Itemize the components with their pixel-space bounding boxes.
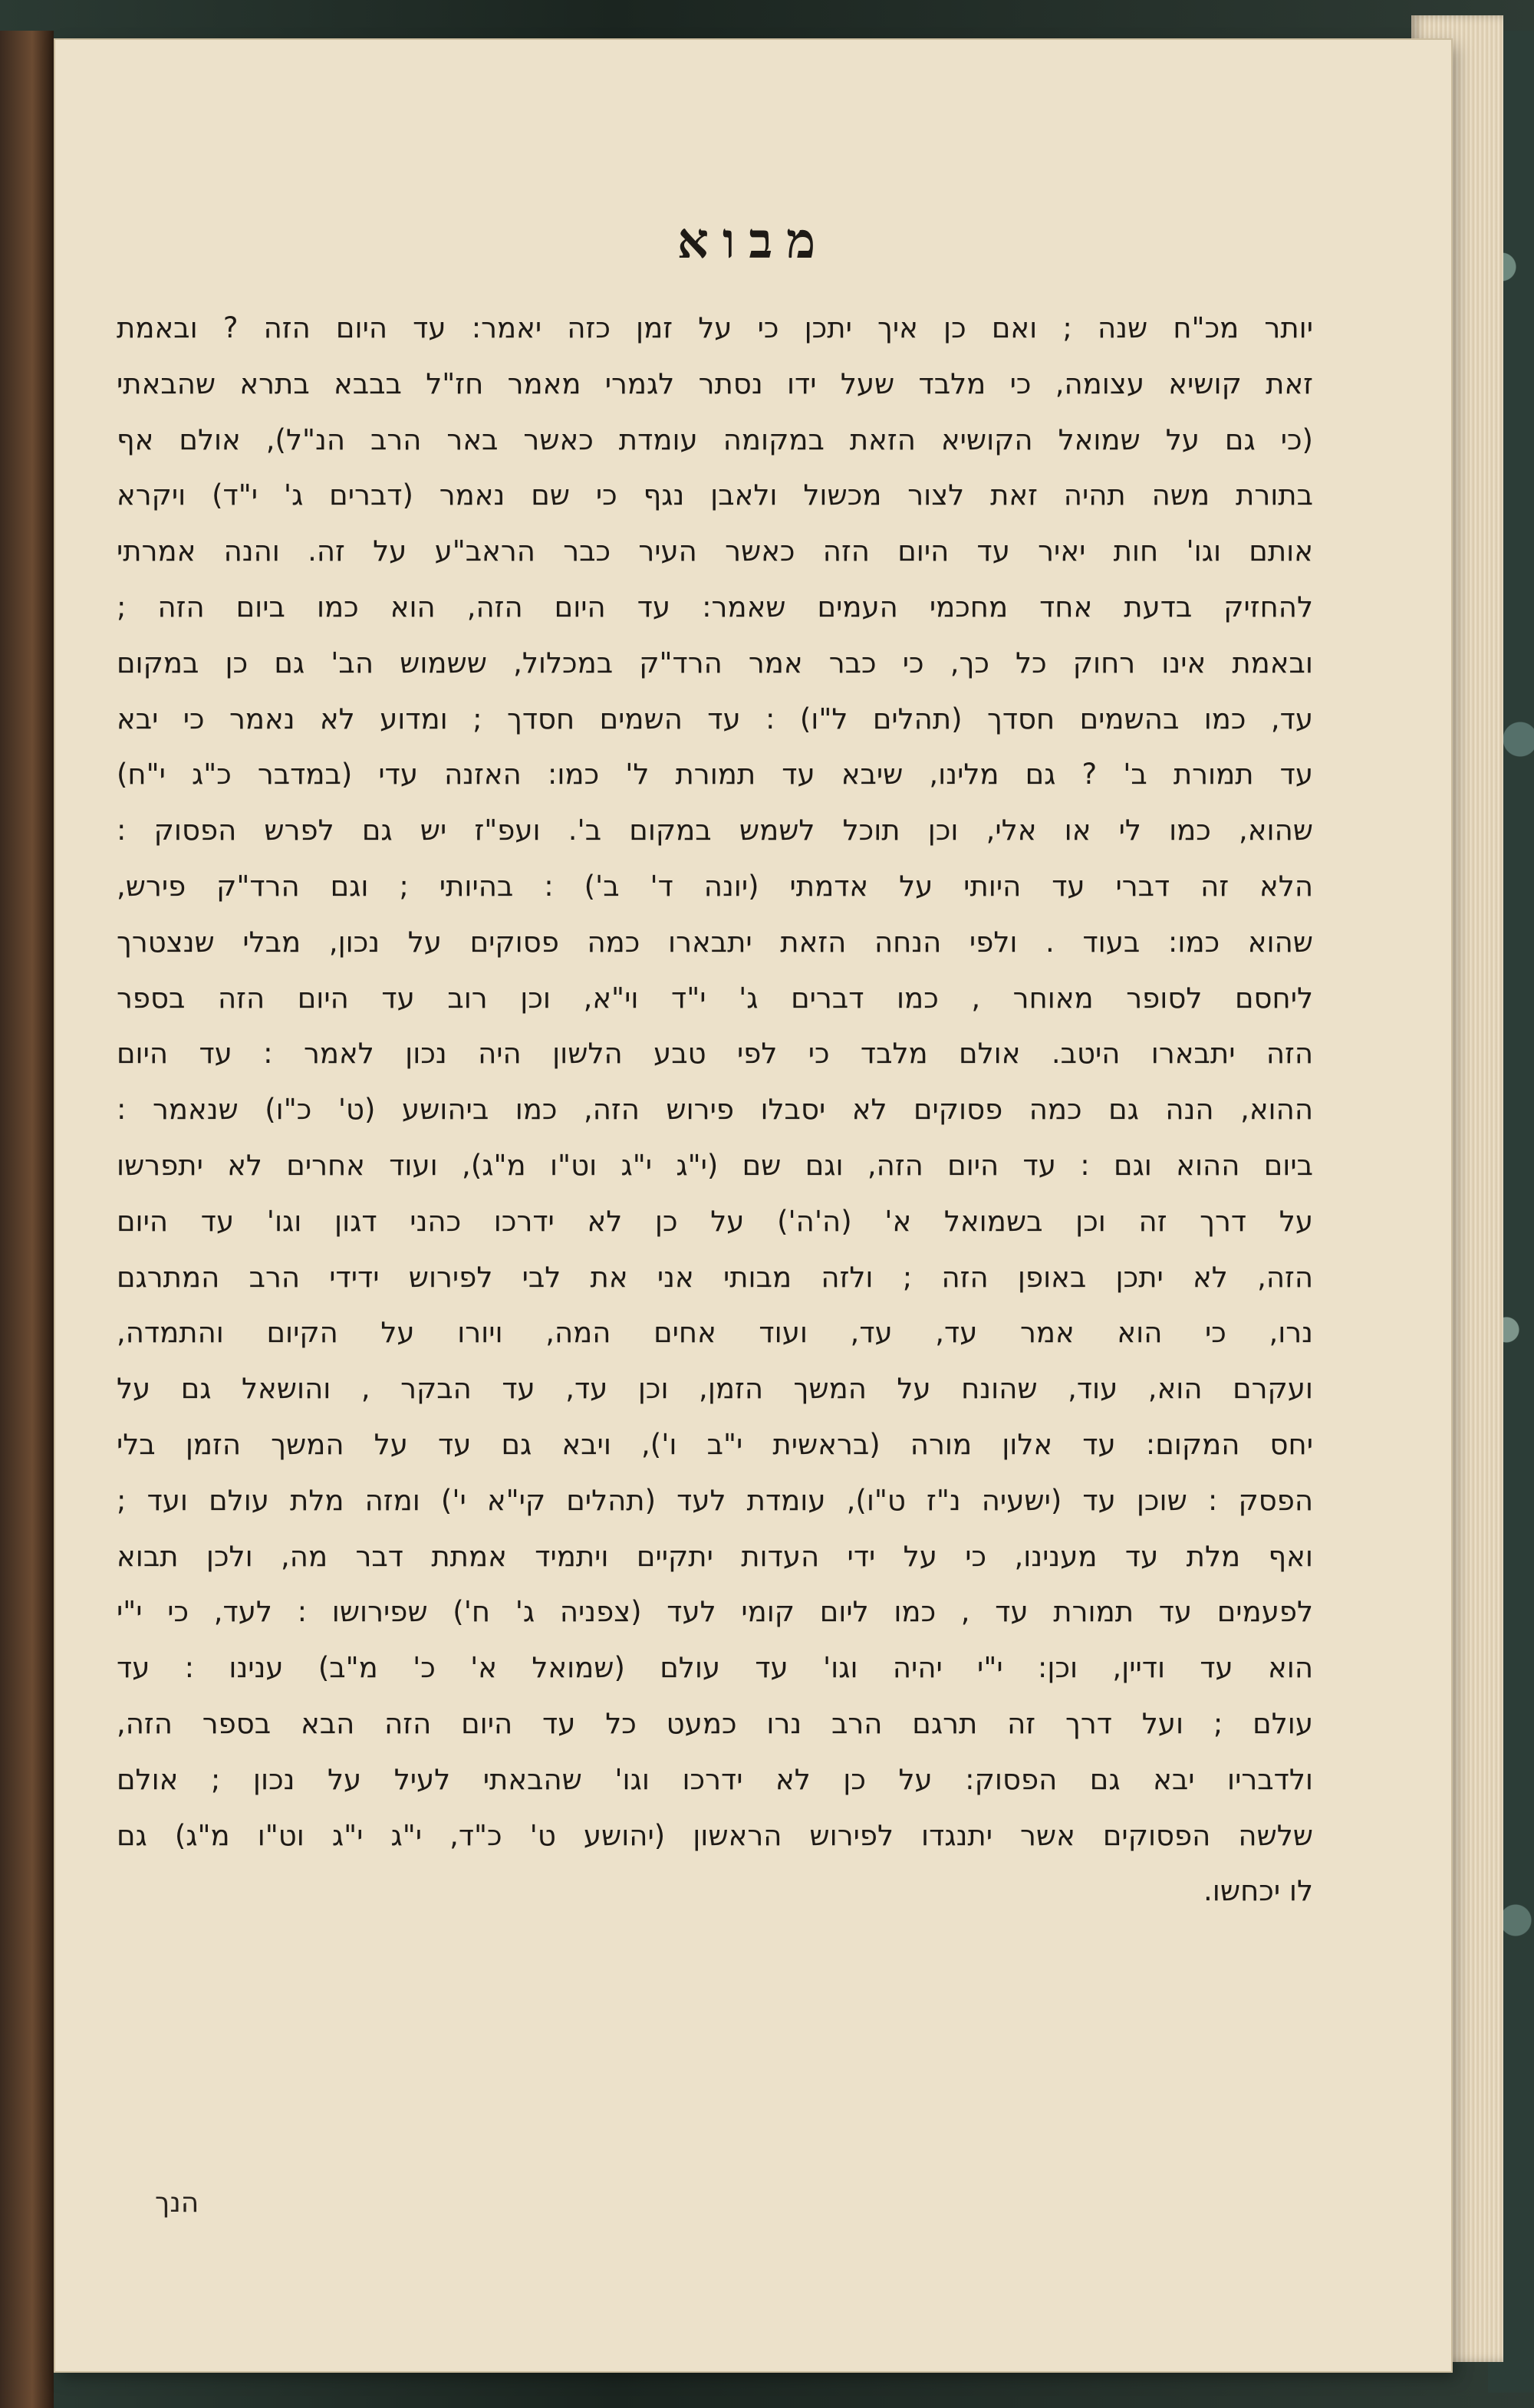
text-line: הזה יתבארו היטב. אולם מלבד כי לפי טבע הלשון היה נכון לאמר : עד היום (117, 1037, 1313, 1071)
text-line: (כי גם על שמואל הקושיא הזאת במקומה עומדת כאשר באר הרב הנ"ל), אולם אף (117, 423, 1313, 456)
text-line: ואף מלת עד מענינו, כי על ידי העדות יתקיים ויתמיד אמתת דבר מה, ולכן תבוא (117, 1539, 1313, 1573)
book-left-cover (0, 31, 54, 2408)
text-line: להחזיק בדעת אחד מחכמי העמים שאמר: עד היום הזה, הוא כמו ביום הזה ; (117, 590, 1313, 623)
body-text (117, 301, 1313, 1919)
text-line: עד תמורת ב' ? גם מלינו, שיבא עד תמורת ל' כמו: האזנה עדי (במדבר כ"ג י"ח) (117, 758, 1313, 791)
text-line: הפסק : שוכן עד (ישעיה נ"ז ט"ו), עומדת לעד (תהלים קי"א י') ומזה מלת עולם ועד ; (117, 1483, 1313, 1517)
text-line: ביום ההוא וגם : עד היום הזה, וגם שם (י"ג י"ג וט"ו מ"ג), ועוד אחרים לא יתפרשו (117, 1148, 1313, 1182)
text-line: יחס המקום: עד אלון מורה (בראשית י"ב ו'), ויבא גם עד על המשך הזמן בלי (117, 1427, 1313, 1461)
catchword: הנך (155, 2187, 199, 2219)
text-line: לו יכחשו. (1203, 1874, 1313, 1908)
text-line: שלשה הפסוקים אשר יתנגדו לפירוש הראשון (יהושע ט' כ"ד, י"ג י"ג וט"ו מ"ג) גם (117, 1818, 1313, 1852)
text-line: על דרך זה וכן בשמואל א' (ה'ה') על כן לא ידרכו כהני דגון וגו' עד היום (117, 1204, 1313, 1238)
text-line: עולם ; ועל דרך זה תרגם הרב נרו כמעט כל עד היום הזה הבא בספר הזה, (117, 1706, 1313, 1740)
text-line: בתורת משה תהיה זאת לצור מכשול ולאבן נגף כי שם נאמר (דברים ג' י"ד) ויקרא (117, 479, 1313, 512)
text-line: לפעמים עד תמורת עד , כמו ליום קומי לעד (צפניה ג' ח') שפירושו : לעד, כי י"י (117, 1595, 1313, 1629)
text-line: אותם וגו' חות יאיר עד היום הזה כאשר העיר כבר הראב"ע על זה. והנה אמרתי (117, 535, 1313, 568)
text-line: עד, כמו בהשמים חסדך (תהלים ל"ו) : עד השמים חסדך ; ומדוע לא נאמר כי יבא (117, 702, 1313, 735)
text-line: יותר מכ"ח שנה ; ואם כן איך יתכן כי על זמן כזה יאמר: עד היום הזה ? ובאמת (117, 311, 1313, 344)
text-line: ההוא, הנה גם כמה פסוקים לא יסבלו פירוש הזה, כמו ביהושע (ט' כ"ו) שנאמר : (117, 1093, 1313, 1127)
text-line: ובאמת אינו רחוק כל כך, כי כבר אמר הרד"ק במכלול, ששמוש הב' גם כן במקום (117, 646, 1313, 679)
text-line: ליחסם לסופר מאוחר , כמו דברים ג' י"ד וי"א, וכן רוב עד היום הזה בספר (117, 981, 1313, 1015)
book-page (55, 40, 1451, 2371)
text-line: נרו, כי הוא אמר עד, עד, ועוד אחים המה, ויורו על הקיום והתמדה, (117, 1316, 1313, 1350)
text-line: זאת קושיא עצומה, כי מלבד שעל ידו נסתר לגמרי מאמר חז"ל בבבא בתרא שהבאתי (117, 367, 1313, 400)
text-line: הזה, לא יתכן באופן הזה ; ולזה מבותי אני את לבי לפירוש ידידי הרב המתרגם (117, 1260, 1313, 1294)
text-line: הלא זה דברי עד היותי על אדמתי (יונה ד' ב') : בהיותי ; וגם הרד"ק פירש, (117, 869, 1313, 903)
text-line: ולדבריו יבא גם הפסוק: על כן לא ידרכו וגו' שהבאתי לעיל על נכון ; אולם (117, 1762, 1313, 1796)
text-line: הוא עד ודיין, וכן: י"י יהיה וגו' עד עולם (שמואל א' כ' מ"ב) ענינו : עד (117, 1651, 1313, 1685)
text-line: ועקרם הוא, עוד, שהונח על המשך הזמן, וכן עד, עד הבקר , והושאל גם על (117, 1372, 1313, 1406)
text-line: שהוא, כמו לי או אלי, וכן תוכל לשמש במקום ב'. ועפ"ז יש גם לפרש הפסוק : (117, 814, 1313, 847)
text-line: שהוא כמו: בעוד . ולפי הנחה הזאת יתבארו כמה פסוקים על נכון, מבלי שנצטרך (117, 925, 1313, 959)
page-heading: מבוא (676, 212, 830, 270)
